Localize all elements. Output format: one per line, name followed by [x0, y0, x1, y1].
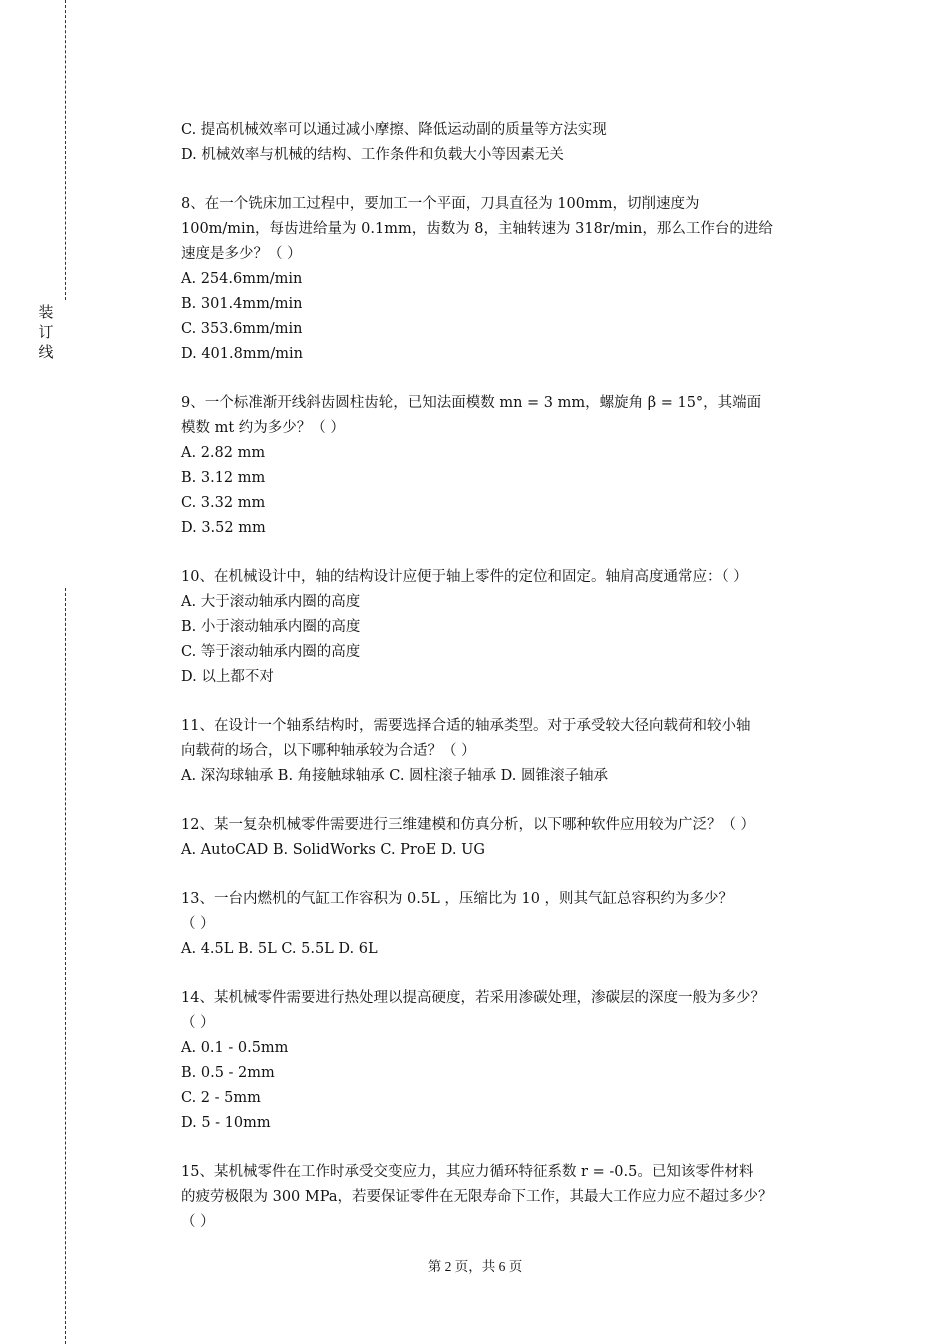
question-line: （ ）: [181, 1214, 215, 1230]
question-line: A. 4.5L B. 5L C. 5.5L D. 6L: [181, 941, 378, 957]
question-line: 模数 mt 约为多少？（ ）: [181, 420, 345, 436]
question-block: [181, 986, 853, 1136]
question-line: C. 提高机械效率可以通过减小摩擦、降低运动副的质量等方法实现: [181, 122, 607, 138]
question-line: B. 3.12 mm: [181, 470, 266, 486]
question-block: [181, 565, 853, 690]
question-line: 12、某一复杂机械零件需要进行三维建模和仿真分析，以下哪种软件应用较为广泛？（ ）: [181, 817, 756, 833]
question-block: [181, 887, 853, 962]
question-block: [181, 192, 853, 367]
binding-label: [36, 302, 56, 362]
question-block: [181, 813, 853, 863]
question-line: D. 机械效率与机械的结构、工作条件和负载大小等因素无关: [181, 147, 564, 163]
question-line: 15、某机械零件在工作时承受交变应力，其应力循环特征系数 r = -0.5。已知该零件材料: [181, 1164, 754, 1180]
question-line: A. 254.6mm/min: [181, 271, 303, 287]
binding-label-char: 装: [38, 303, 54, 321]
binding-label-char: 线: [38, 343, 54, 361]
question-line: B. 0.5 - 2mm: [181, 1065, 275, 1081]
question-line: 的疲劳极限为 300 MPa，若要保证零件在无限寿命下工作，其最大工作应力应不超过多少？: [181, 1189, 773, 1205]
question-block: [181, 1160, 853, 1235]
question-line: C. 3.32 mm: [181, 495, 266, 511]
question-line: B. 301.4mm/min: [181, 296, 303, 312]
question-line: D. 5 - 10mm: [181, 1115, 271, 1131]
question-line: （ ）: [181, 1015, 215, 1031]
question-line: 8、在一个铣床加工过程中，要加工一个平面，刀具直径为 100mm，切削速度为: [181, 196, 700, 212]
question-line: D. 以上都不对: [181, 669, 274, 685]
question-block: [181, 391, 853, 541]
question-line: 11、在设计一个轴系结构时，需要选择合适的轴承类型。对于承受较大径向载荷和较小轴: [181, 718, 751, 734]
question-list: [181, 118, 853, 1235]
binding-dashed-line-bottom: [65, 588, 66, 1344]
question-line: 向载荷的场合，以下哪种轴承较为合适？（ ）: [181, 743, 476, 759]
question-line: 100m/min，每齿进给量为 0.1mm，齿数为 8，主轴转速为 318r/min，那么工作台的进给: [181, 221, 773, 237]
question-line: B. 小于滚动轴承内圈的高度: [181, 619, 361, 635]
question-line: A. 2.82 mm: [181, 445, 266, 461]
question-line: 13、一台内燃机的气缸工作容积为 0.5L ，压缩比为 10 ，则其气缸总容积约为多少？: [181, 891, 734, 907]
question-line: （ ）: [181, 916, 215, 932]
binding-dashed-line-top: [65, 0, 66, 300]
question-line: C. 353.6mm/min: [181, 321, 303, 337]
question-line: 速度是多少？（ ）: [181, 246, 302, 262]
question-line: A. 深沟球轴承 B. 角接触球轴承 C. 圆柱滚子轴承 D. 圆锥滚子轴承: [181, 768, 609, 784]
question-block: [181, 118, 853, 168]
question-line: 9、一个标准渐开线斜齿圆柱齿轮，已知法面模数 mn = 3 mm，螺旋角 β = 15°，其端面: [181, 395, 762, 411]
question-line: A. 大于滚动轴承内圈的高度: [181, 594, 361, 610]
question-line: A. 0.1 - 0.5mm: [181, 1040, 289, 1056]
question-line: C. 等于滚动轴承内圈的高度: [181, 644, 361, 660]
question-line: C. 2 - 5mm: [181, 1090, 261, 1106]
question-line: 14、某机械零件需要进行热处理以提高硬度，若采用渗碳处理，渗碳层的深度一般为多少？: [181, 990, 765, 1006]
question-line: D. 3.52 mm: [181, 520, 266, 536]
binding-label-char: 订: [38, 323, 54, 341]
page-footer: 第 2 页，共 6 页: [427, 1259, 523, 1274]
question-line: 10、在机械设计中，轴的结构设计应便于轴上零件的定位和固定。轴肩高度通常应：（ ）: [181, 569, 748, 585]
question-line: D. 401.8mm/min: [181, 346, 303, 362]
question-line: A. AutoCAD B. SolidWorks C. ProE D. UG: [181, 842, 485, 858]
question-block: [181, 714, 853, 789]
